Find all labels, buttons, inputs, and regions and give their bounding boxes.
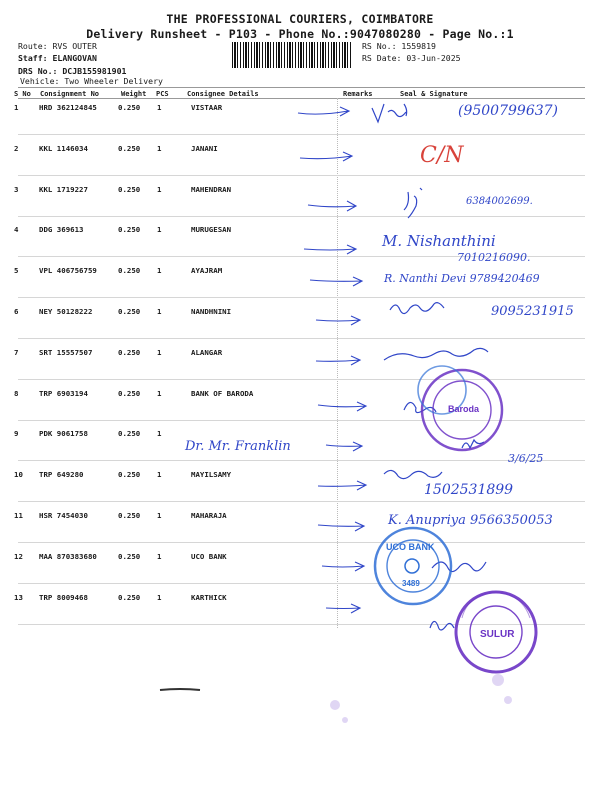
signature-6 — [390, 303, 444, 314]
runsheet-subtitle: Delivery Runsheet - P103 - Phone No.:9047080280 - Page No.:1 — [86, 27, 514, 41]
arrow-icon — [316, 356, 360, 365]
row-weight: 0.250 — [118, 143, 141, 153]
row-serial-number: 11 — [14, 511, 23, 520]
handwritten-name-5: R. Nanthi Devi 9789420469 — [384, 272, 540, 285]
row-serial-number: 10 — [14, 470, 23, 480]
arrow-icon — [304, 245, 356, 254]
handwritten-phone-3: 6384002699. — [466, 196, 533, 207]
arrow-icon — [310, 277, 362, 286]
row-consignee: JANANI — [191, 143, 218, 153]
row-consignment-number: MAA 870383680 — [39, 551, 97, 561]
arrow-icon — [322, 562, 364, 571]
row-pieces: 1 — [157, 307, 162, 316]
arrow-icon — [318, 481, 366, 490]
signature-7 — [384, 348, 488, 360]
handwritten-date-9: 3/6/25 — [508, 452, 544, 465]
row-serial-number: 7 — [14, 347, 19, 357]
row-pieces: 1 — [157, 266, 162, 276]
row-consignment-number: KKL 1146034 — [39, 143, 88, 153]
row-consignment-number: HRD 362124845 — [39, 103, 97, 112]
arrow-icon — [318, 522, 364, 531]
signature-10 — [384, 470, 442, 478]
row-consignee: BANK OF BARODA — [191, 388, 254, 398]
row-consignee: NANDHNINI — [191, 307, 232, 316]
route-label: Route: RVS OUTER — [18, 41, 97, 51]
row-weight: 0.250 — [118, 225, 141, 235]
col-header-weight: Weight — [121, 90, 147, 98]
row-consignment-number: DDG 369613 — [39, 225, 84, 235]
row-consignment-number: TRP 6903194 — [39, 388, 88, 398]
handwritten-phone-1: (9500799637) — [458, 103, 558, 119]
row-weight: 0.250 — [118, 470, 141, 480]
row-weight: 0.250 — [118, 551, 141, 561]
handwritten-phone-6: 9095231915 — [491, 304, 574, 319]
arrow-icon — [318, 402, 366, 411]
rs-number: RS No.: 1559819 — [362, 41, 436, 51]
baroda-stamp-text: Baroda — [448, 404, 480, 414]
row-weight: 0.250 — [118, 511, 141, 520]
row-consignee: MAHARAJA — [191, 511, 227, 520]
signature-1 — [372, 104, 407, 122]
handwritten-name-11: K. Anupriya 9566350053 — [388, 513, 553, 528]
col-header-consignee: Consignee Details — [187, 90, 259, 98]
company-title: THE PROFESSIONAL COURIERS, COIMBATORE — [166, 12, 434, 26]
arrow-icon — [316, 316, 360, 325]
handwritten-name-9: Dr. Mr. Franklin — [185, 439, 291, 454]
row-consignee: MAHENDRAN — [191, 184, 232, 194]
row-weight: 0.250 — [118, 429, 141, 439]
arrow-icon — [326, 442, 362, 451]
row-pieces: 1 — [157, 347, 162, 357]
row-consignee: ALANGAR — [191, 347, 223, 357]
row-consignee: UCO BANK — [191, 551, 227, 561]
row-pieces: 1 — [157, 511, 162, 520]
row-weight: 0.250 — [118, 592, 141, 602]
new-india-stamp — [456, 592, 536, 672]
row-consignment-number: PDK 9061758 — [39, 429, 88, 439]
row-pieces: 1 — [157, 429, 162, 439]
row-pieces: 1 — [157, 470, 162, 480]
arrow-icon — [300, 152, 352, 161]
col-header-consignment: Consignment No — [40, 90, 100, 98]
row-consignment-number: VPL 406756759 — [39, 266, 97, 276]
arrow-icon — [326, 604, 360, 613]
uco-stamp-code: 3489 — [402, 579, 420, 588]
row-pieces: 1 — [157, 103, 162, 112]
row-serial-number: 3 — [14, 184, 19, 194]
row-serial-number: 5 — [14, 266, 19, 276]
row-serial-number: 1 — [14, 103, 19, 112]
row-consignment-number: KKL 1719227 — [39, 184, 88, 194]
handwritten-phone-4: 7010216090. — [457, 251, 531, 264]
row-pieces: 1 — [157, 225, 162, 235]
col-header-seal: Seal & Signature — [400, 90, 468, 98]
row-pieces: 1 — [157, 184, 162, 194]
row-weight: 0.250 — [118, 307, 141, 316]
row-consignment-number: TRP 8009468 — [39, 592, 88, 602]
row-serial-number: 9 — [14, 429, 19, 439]
row-weight: 0.250 — [118, 388, 141, 398]
signature-scribbles — [160, 104, 488, 690]
row-consignment-number: HSR 7454030 — [39, 511, 88, 520]
handwritten-cn: C/N — [420, 143, 464, 168]
row-weight: 0.250 — [118, 347, 141, 357]
signature-12 — [432, 562, 486, 572]
row-weight: 0.250 — [118, 184, 141, 194]
col-header-sno: S No — [14, 90, 31, 98]
row-consignment-number: SRT 15557507 — [39, 347, 93, 357]
arrow-icon — [298, 107, 349, 116]
drs-number: DRS No.: DCJB155981901 — [18, 66, 127, 76]
rs-date: RS Date: 03-Jun-2025 — [362, 53, 461, 63]
signature-3 — [404, 188, 422, 218]
arrow-icon — [308, 201, 356, 211]
row-pieces: 1 — [157, 388, 162, 398]
col-header-remarks: Remarks — [343, 90, 373, 98]
row-consignee: AYAJRAM — [191, 266, 223, 276]
col-header-pcs: PCS — [156, 90, 169, 98]
row-consignee: MAYILSAMY — [191, 470, 232, 480]
row-pieces: 1 — [157, 143, 162, 153]
row-serial-number: 2 — [14, 143, 19, 153]
row-serial-number: 12 — [14, 551, 23, 561]
row-pieces: 1 — [157, 592, 162, 602]
signature-13 — [430, 621, 454, 630]
vehicle-label: Vehicle: Two Wheeler Delivery — [20, 76, 163, 86]
row-consignee: KARTHICK — [191, 592, 227, 602]
arrow-marks — [298, 107, 366, 613]
ink-smudges — [330, 674, 512, 723]
row-serial-number: 13 — [14, 592, 23, 602]
row-serial-number: 4 — [14, 225, 19, 235]
row-weight: 0.250 — [118, 266, 141, 276]
new-india-stamp-place: SULUR — [480, 629, 515, 640]
row-consignee: MURUGESAN — [191, 225, 232, 235]
row-pieces: 1 — [157, 551, 162, 561]
handwritten-name-4: M. Nishanthini — [382, 232, 496, 250]
row-serial-number: 8 — [14, 388, 19, 398]
row-consignment-number: TRP 649280 — [39, 470, 84, 480]
pen-stroke — [160, 689, 200, 690]
row-weight: 0.250 — [118, 103, 141, 112]
uco-stamp-text: UCO BANK — [386, 542, 435, 552]
uco-stamp — [375, 528, 451, 604]
row-consignee: VISTAAR — [191, 103, 223, 112]
row-consignment-number: NEY 50128222 — [39, 307, 93, 316]
row-serial-number: 6 — [14, 307, 19, 316]
handwritten-phone-10: 1502531899 — [424, 482, 514, 498]
staff-label: Staff: ELANGOVAN — [18, 53, 97, 63]
